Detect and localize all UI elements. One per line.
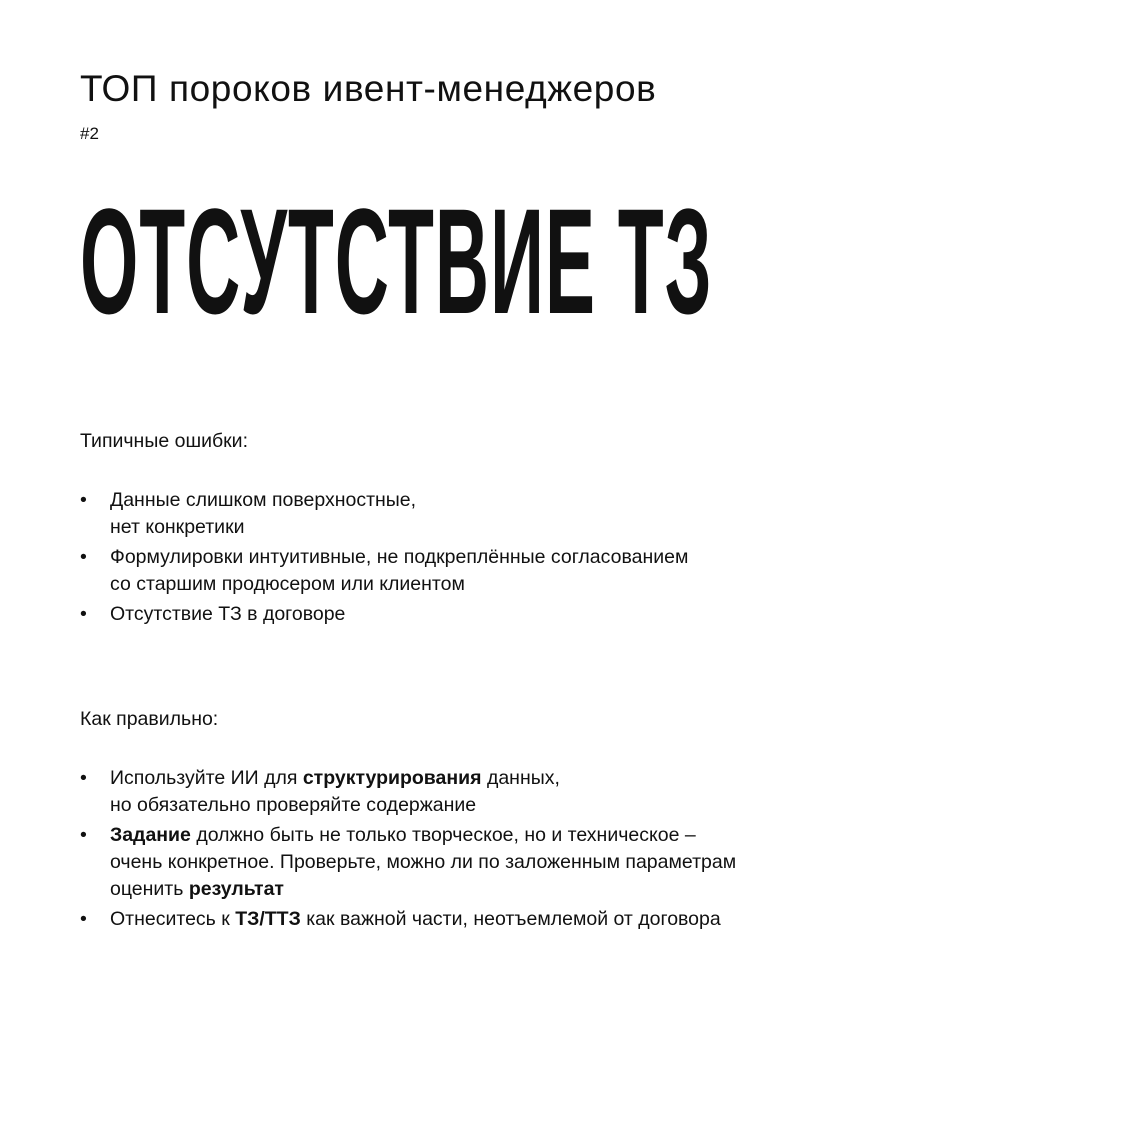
bullet-icon: •	[80, 767, 87, 789]
item-text: Отсутствие ТЗ в договоре	[110, 603, 346, 625]
item-bold-text: ТЗ/ТТЗ	[235, 908, 301, 930]
list-item	[80, 822, 736, 903]
mistakes-section	[80, 430, 688, 631]
mistakes-list	[80, 487, 688, 628]
bullet-icon: •	[80, 603, 87, 625]
list-item	[80, 487, 688, 541]
mistakes-heading: Типичные ошибки:	[80, 430, 248, 452]
item-bold-text: Задание	[110, 824, 191, 846]
item-text: но обязательно проверяйте содержание	[110, 794, 477, 816]
item-text: как важной части, неотъемлемой от договора	[300, 908, 721, 930]
series-title: ТОП пороков ивент-менеджеров	[80, 68, 657, 109]
item-bold-text: результат	[188, 878, 284, 900]
item-text: Отнеситесь к	[110, 908, 236, 930]
slide-number: #2	[80, 124, 99, 143]
correct-section	[80, 708, 736, 936]
correct-heading: Как правильно:	[80, 708, 219, 730]
item-text: Используйте ИИ для	[110, 767, 303, 789]
list-item	[80, 906, 736, 933]
item-text: очень конкретное. Проверьте, можно ли по заложенным параметрам	[110, 851, 737, 873]
bullet-icon: •	[80, 824, 87, 846]
item-bold-text: структурирования	[302, 767, 482, 789]
bullet-icon: •	[80, 546, 87, 568]
item-text: Данные слишком поверхностные,	[110, 489, 417, 511]
bullet-icon: •	[80, 489, 87, 511]
item-text: данных,	[481, 767, 560, 789]
item-text: Формулировки интуитивные, не подкреплённые согласованием	[110, 546, 689, 568]
list-item	[80, 601, 688, 628]
item-text: оценить	[110, 878, 189, 900]
correct-list	[80, 765, 736, 933]
item-text: нет конкретики	[110, 516, 245, 538]
item-text: должно быть не только творческое, но и техническое –	[190, 824, 696, 846]
bullet-icon: •	[80, 908, 87, 930]
main-title: ОТСУТСТВИЕ ТЗ	[80, 177, 713, 345]
list-item	[80, 765, 736, 819]
list-item	[80, 544, 688, 598]
item-text: со старшим продюсером или клиентом	[110, 573, 465, 595]
